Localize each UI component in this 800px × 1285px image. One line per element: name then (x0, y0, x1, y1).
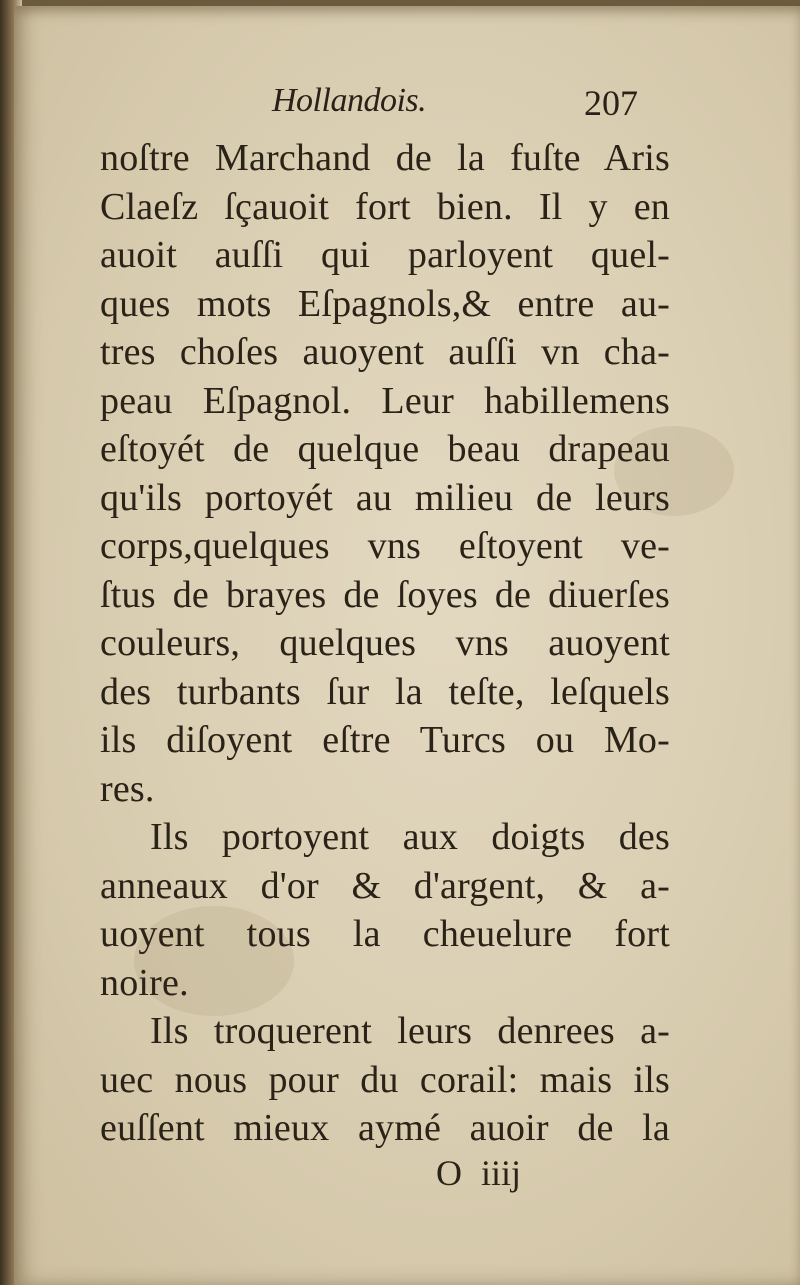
text-line: res. (100, 767, 155, 810)
text-line: qu'ils portoyét au milieu de leurs (100, 476, 670, 519)
text-line: anneaux d'or & d'argent, & a- (100, 864, 670, 907)
page-number: 207 (584, 83, 638, 123)
text-line: Claeſz ſçauoit fort bien. Il y en (100, 185, 670, 228)
text-line: ils diſoyent eſtre Turcs ou Mo- (100, 719, 670, 761)
text-line: uec nous pour du corail: mais ils (100, 1058, 670, 1101)
text-line: Ils portoyent aux doigts des (150, 816, 670, 858)
text-line: des turbants ſur la teſte, leſquels (100, 670, 670, 713)
body-text (100, 134, 670, 1153)
text-line: Ils troquerent leurs denrees a- (150, 1010, 670, 1052)
text-line: ſtus de brayes de ſoyes de diuerſes (100, 573, 670, 616)
text-line: uoyent tous la cheuelure fort (100, 913, 670, 955)
text-line: noire. (100, 961, 189, 1004)
text-line: couleurs, quelques vns auoyent (100, 622, 670, 664)
text-line: eſtoyét de quelque beau drapeau (100, 428, 670, 470)
text-line: peau Eſpagnol. Leur habillemens (100, 379, 670, 422)
text-line: tres choſes auoyent auſſi vn cha- (100, 331, 670, 373)
signature-mark: O iiij (436, 1153, 522, 1193)
text-line: corps,quelques vns eſtoyent ve- (100, 525, 670, 567)
text-line: ques mots Eſpagnols,& entre au- (100, 282, 670, 325)
text-line: noſtre Marchand de la fuſte Aris (100, 137, 670, 179)
page-header (0, 82, 800, 130)
running-head: Hollandois. (272, 82, 427, 119)
text-line: euſſent mieux aymé auoir de la (100, 1107, 670, 1149)
text-line: auoit auſſi qui parloyent quel- (100, 234, 670, 276)
